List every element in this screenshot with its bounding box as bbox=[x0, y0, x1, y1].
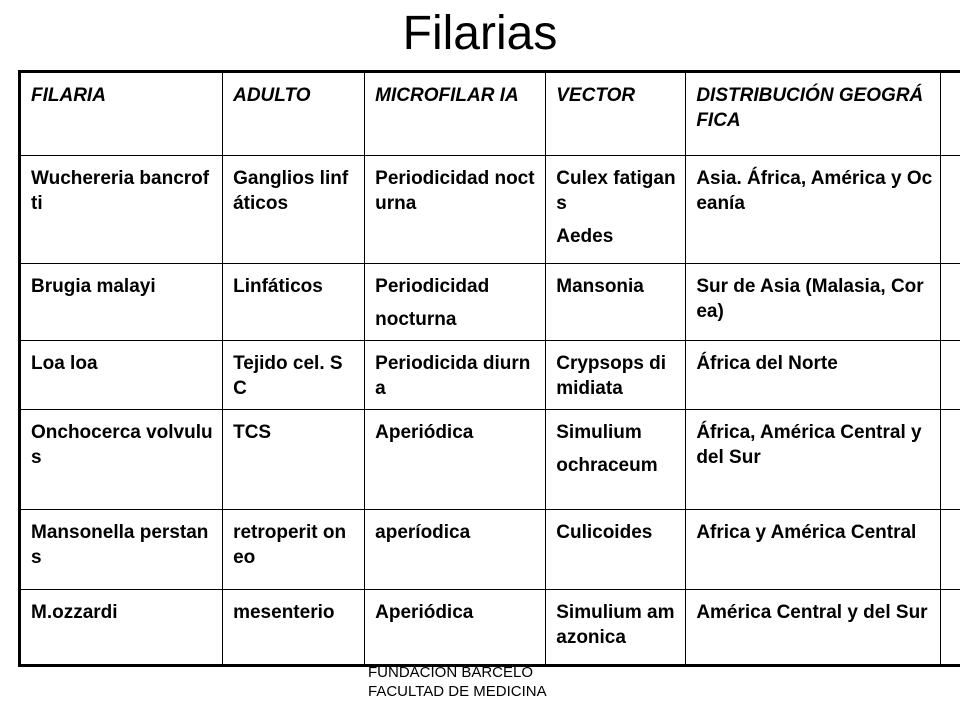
table-header-cell: DISTRIBUCIÓN GEOGRÁFICA bbox=[686, 72, 941, 156]
table-cell: Brugia malayi bbox=[20, 264, 223, 341]
table-header-cell: FILARIA bbox=[20, 72, 223, 156]
table-cell: África del Norte bbox=[686, 341, 941, 410]
table-cell: Aperiódica bbox=[365, 410, 546, 510]
table-header-row bbox=[20, 72, 960, 156]
table-row bbox=[20, 510, 960, 590]
table-cell bbox=[941, 156, 960, 264]
table-cell: aperíodica bbox=[365, 510, 546, 590]
table-cell: Aperiódica bbox=[365, 590, 546, 666]
footer-line-2: FACULTAD DE MEDICINA bbox=[368, 683, 547, 700]
table-cell: África, América Central y del Sur bbox=[686, 410, 941, 510]
table-cell: Onchocerca volvulus bbox=[20, 410, 223, 510]
table-cell: Ganglios linfáticos bbox=[223, 156, 365, 264]
table-cell: retroperit oneo bbox=[223, 510, 365, 590]
table-row bbox=[20, 156, 960, 264]
table-cell: Africa y América Central bbox=[686, 510, 941, 590]
page-title: Filarias bbox=[402, 7, 558, 60]
footer bbox=[368, 663, 608, 701]
table-cell: Periodicidad nocturna bbox=[365, 264, 546, 341]
table-cell: Simulium amazonica bbox=[546, 590, 686, 666]
table-cell: TCS bbox=[223, 410, 365, 510]
table-row bbox=[20, 410, 960, 510]
table-header-cell: VECTOR bbox=[546, 72, 686, 156]
table-cell bbox=[941, 410, 960, 510]
table-cell: Tejido cel. SC bbox=[223, 341, 365, 410]
table-cell: América Central y del Sur bbox=[686, 590, 941, 666]
table-cell: M.ozzardi bbox=[20, 590, 223, 666]
table-cell: Culex fatigans Aedes bbox=[546, 156, 686, 264]
table-row bbox=[20, 264, 960, 341]
table-header-cell: MICROFILAR IA bbox=[365, 72, 546, 156]
table-cell bbox=[941, 590, 960, 666]
filarias-table bbox=[18, 70, 960, 667]
table-cell: Loa loa bbox=[20, 341, 223, 410]
table-cell: Sur de Asia (Malasia, Corea) bbox=[686, 264, 941, 341]
table-header-cell bbox=[941, 72, 960, 156]
table-cell: Mansonia bbox=[546, 264, 686, 341]
table-cell: Mansonella perstans bbox=[20, 510, 223, 590]
table-cell bbox=[941, 264, 960, 341]
table-cell bbox=[941, 510, 960, 590]
table-cell: Culicoides bbox=[546, 510, 686, 590]
table-header-cell: ADULTO bbox=[223, 72, 365, 156]
table-cell: Crypsops dimidiata bbox=[546, 341, 686, 410]
table-cell bbox=[941, 341, 960, 410]
table-cell: Simulium ochraceum bbox=[546, 410, 686, 510]
table-cell: mesenterio bbox=[223, 590, 365, 666]
table-cell: Asia. África, América y Oceanía bbox=[686, 156, 941, 264]
footer-line-1: FUNDACION BARCELO bbox=[368, 664, 534, 681]
table-cell: Periodicidad nocturna bbox=[365, 156, 546, 264]
table-cell: Linfáticos bbox=[223, 264, 365, 341]
table-cell: Periodicida diurna bbox=[365, 341, 546, 410]
table-row bbox=[20, 341, 960, 410]
table-cell: Wuchereria bancrofti bbox=[20, 156, 223, 264]
table-row bbox=[20, 590, 960, 666]
